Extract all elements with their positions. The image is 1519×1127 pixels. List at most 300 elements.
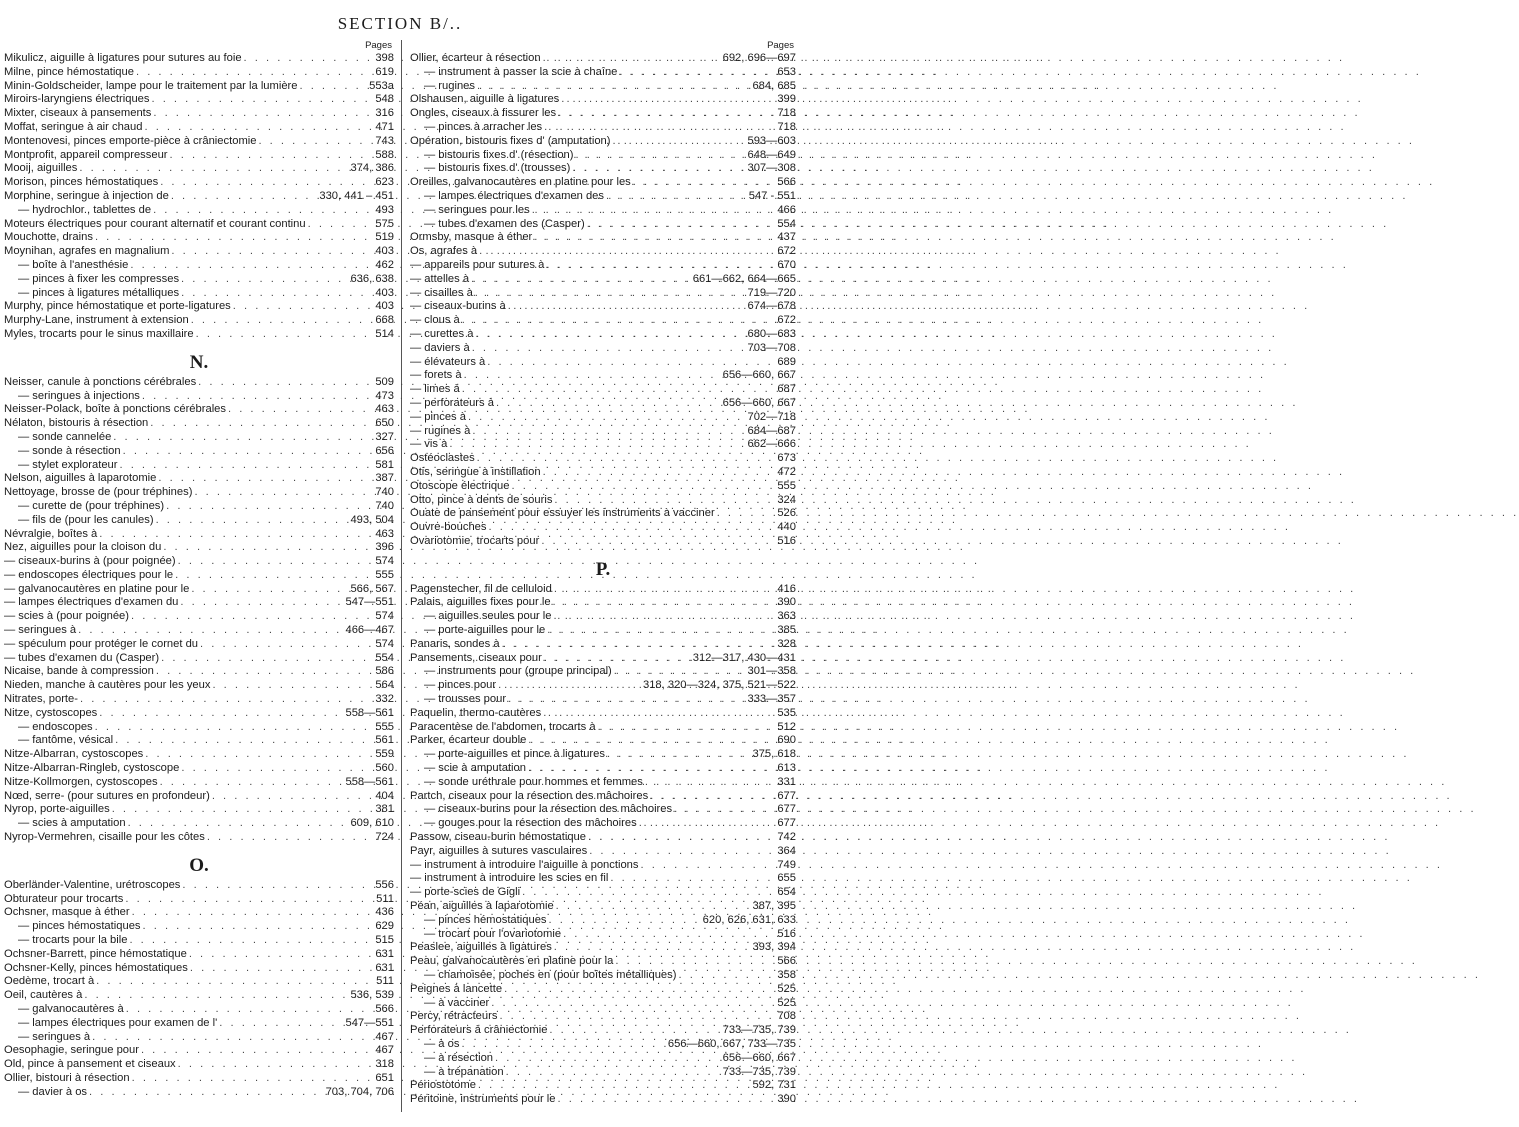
index-entry bbox=[410, 121, 796, 135]
entry-term: — clous à bbox=[410, 314, 460, 327]
index-entry bbox=[410, 259, 796, 273]
leader-dots bbox=[217, 1017, 345, 1031]
index-entry bbox=[4, 906, 394, 920]
leader-dots bbox=[643, 776, 777, 790]
entry-pages: 575 bbox=[375, 217, 394, 230]
entry-term: — chamoisée, poches en (pour boîtes métalliques) bbox=[424, 969, 677, 981]
entry-pages: 331 bbox=[777, 775, 796, 788]
entry-pages: 674—678 bbox=[747, 300, 796, 313]
index-entry bbox=[4, 975, 394, 989]
entry-term: Ovariotomie, trocarts pour bbox=[410, 534, 540, 547]
index-entry bbox=[4, 693, 394, 707]
entry-pages: 547—551 bbox=[345, 1016, 394, 1029]
leader-dots bbox=[93, 231, 375, 245]
entry-pages: 668 bbox=[375, 314, 394, 327]
leader-dots bbox=[148, 417, 375, 431]
entry-term: Montenovesi, pinces emporte-pièce à crâniectomie bbox=[4, 134, 257, 147]
index-entry bbox=[410, 596, 796, 610]
entry-term: — à trépanation bbox=[424, 1065, 504, 1078]
leader-dots bbox=[648, 790, 777, 804]
leader-dots bbox=[226, 403, 375, 417]
leader-dots bbox=[604, 190, 749, 204]
leader-dots bbox=[552, 494, 777, 508]
entry-term: Panaris, sondes à bbox=[410, 637, 500, 650]
index-entry bbox=[410, 817, 796, 831]
leader-dots bbox=[574, 149, 748, 163]
entry-term: Percy, rétracteurs bbox=[410, 1010, 498, 1023]
entry-pages: 566, 567 bbox=[350, 582, 394, 595]
entry-pages: 526 bbox=[777, 507, 796, 520]
index-entry bbox=[410, 734, 796, 748]
entry-pages: 561 bbox=[375, 734, 394, 747]
entry-term: — trocarts pour la bile bbox=[18, 934, 128, 947]
index-entry bbox=[410, 1038, 796, 1052]
index-entry bbox=[410, 411, 796, 425]
entry-pages: 403 bbox=[375, 286, 394, 299]
pages-label-right: Pages bbox=[767, 40, 794, 51]
index-entry bbox=[4, 417, 394, 431]
entry-term: — hydrochlor., tablettes de bbox=[18, 203, 152, 216]
index-entry bbox=[410, 245, 796, 259]
entry-pages: 703—708 bbox=[747, 341, 796, 354]
index-entry bbox=[4, 218, 394, 232]
leader-dots bbox=[129, 610, 375, 624]
entry-pages: 718 bbox=[777, 120, 796, 133]
leader-dots bbox=[541, 707, 777, 721]
entry-pages: 547—551 bbox=[345, 596, 394, 609]
entry-pages: 385 bbox=[777, 624, 796, 637]
leader-dots bbox=[187, 948, 376, 962]
entry-term: Pansements, ciseaux pour bbox=[410, 651, 542, 664]
index-entry bbox=[410, 1093, 796, 1107]
entry-term: Nelson, aiguilles à laparotomie bbox=[4, 472, 157, 485]
index-entry bbox=[410, 1024, 796, 1038]
entry-pages: 651 bbox=[375, 1071, 394, 1084]
entry-term: Mooij, aiguilles bbox=[4, 162, 78, 175]
entry-pages: 559 bbox=[375, 748, 394, 761]
entry-term: Péan, aiguilles à laparotomie bbox=[410, 900, 554, 913]
entry-pages: 511 bbox=[376, 892, 394, 905]
entry-pages: 554 bbox=[777, 217, 796, 230]
entry-pages: 749 bbox=[777, 858, 796, 871]
entry-term: — stylet explorateur bbox=[18, 458, 118, 471]
leader-dots bbox=[547, 1024, 722, 1038]
entry-pages: 708 bbox=[777, 1010, 796, 1023]
entry-term: — attelles à bbox=[410, 272, 470, 285]
leader-dots bbox=[77, 162, 350, 176]
index-entry bbox=[4, 624, 394, 638]
index-entry bbox=[410, 941, 796, 955]
entry-term: Nœd, serre- (pour sutures en profondeur) bbox=[4, 789, 210, 802]
entry-pages: 404 bbox=[375, 789, 394, 802]
entry-term: — gouges pour la résection des mâchoires bbox=[424, 817, 637, 830]
entry-term: — sonde à résection bbox=[18, 444, 121, 457]
entry-term: — ciseaux-burins à (pour poignée) bbox=[4, 555, 176, 568]
leader-dots bbox=[631, 176, 778, 190]
index-entry bbox=[410, 149, 796, 163]
index-entry bbox=[4, 596, 394, 610]
index-entry bbox=[4, 121, 394, 135]
leader-dots bbox=[586, 831, 777, 845]
leader-dots bbox=[493, 1052, 723, 1066]
index-entry bbox=[410, 776, 796, 790]
leader-dots bbox=[179, 273, 350, 287]
index-entry bbox=[4, 734, 394, 748]
leader-dots bbox=[570, 162, 747, 176]
leader-dots bbox=[143, 748, 375, 762]
leader-dots bbox=[530, 204, 778, 218]
index-entry bbox=[4, 287, 394, 301]
pages-label-left: Pages bbox=[365, 40, 392, 51]
index-entry bbox=[4, 948, 394, 962]
leader-dots bbox=[459, 1038, 667, 1052]
leader-dots bbox=[466, 411, 748, 425]
leader-dots bbox=[150, 93, 376, 107]
entry-term: Neisser-Polack, boîte à ponctions cérébrales bbox=[4, 403, 226, 416]
leader-dots bbox=[158, 776, 346, 790]
index-entry bbox=[4, 803, 394, 817]
leader-dots bbox=[477, 245, 777, 259]
leader-dots bbox=[93, 721, 376, 735]
leader-dots bbox=[156, 472, 375, 486]
entry-pages: 363 bbox=[777, 610, 796, 623]
index-entry bbox=[410, 397, 796, 411]
entry-pages: 631 bbox=[375, 961, 394, 974]
index-entry bbox=[410, 886, 796, 900]
entry-term: Miroirs-laryngiens électriques bbox=[4, 93, 150, 106]
index-entry bbox=[410, 914, 796, 928]
entry-term: — ciseaux-burins à bbox=[410, 300, 506, 313]
leader-dots bbox=[542, 121, 777, 135]
entry-term: Paquelin, thermo-cautères bbox=[410, 706, 542, 719]
index-entry bbox=[410, 107, 796, 121]
leader-dots bbox=[485, 356, 777, 370]
entry-term: — trousses pour bbox=[424, 693, 507, 706]
leader-dots bbox=[462, 369, 723, 383]
index-entry bbox=[410, 1010, 796, 1024]
entry-pages: 566 bbox=[777, 955, 796, 968]
entry-pages: 677 bbox=[777, 803, 796, 816]
leader-dots bbox=[596, 721, 778, 735]
entry-pages: 393, 394 bbox=[752, 941, 796, 954]
entry-term: — pinces à fixer les compresses bbox=[18, 272, 180, 285]
entry-term: Péritoine, instruments pour le bbox=[410, 1093, 556, 1106]
entry-pages: 718 bbox=[777, 107, 796, 120]
leader-dots bbox=[526, 762, 777, 776]
entry-pages: 673 bbox=[777, 452, 796, 465]
leader-dots bbox=[473, 328, 747, 342]
leader-dots bbox=[97, 528, 375, 542]
leader-dots bbox=[256, 135, 375, 149]
leader-dots bbox=[460, 314, 778, 328]
entry-pages: 555 bbox=[375, 568, 394, 581]
index-entry bbox=[4, 403, 394, 417]
index-entry bbox=[4, 431, 394, 445]
entry-pages: 516 bbox=[777, 927, 796, 940]
entry-term: — tubes d'examen des (Casper) bbox=[424, 217, 585, 230]
leader-dots bbox=[231, 300, 376, 314]
entry-pages: 719—720 bbox=[747, 286, 796, 299]
entry-term: — vis à bbox=[410, 438, 448, 451]
leader-dots bbox=[608, 872, 777, 886]
index-entry bbox=[410, 707, 796, 721]
index-entry bbox=[410, 928, 796, 942]
entry-pages: 514 bbox=[375, 327, 394, 340]
entry-term: — rugines à bbox=[410, 424, 471, 437]
entry-pages: 564 bbox=[375, 679, 394, 692]
index-entry bbox=[4, 555, 394, 569]
entry-pages: 733—735, 739 bbox=[722, 1024, 796, 1037]
entry-pages: 566 bbox=[375, 1003, 394, 1015]
entry-pages: 512 bbox=[777, 720, 796, 733]
entry-term: — porte-aiguilles pour le bbox=[424, 624, 546, 637]
leader-dots bbox=[526, 734, 777, 748]
entry-pages: 655 bbox=[777, 872, 796, 885]
right-column bbox=[410, 40, 796, 1107]
entry-term: — bistouris fixes d' (trousses) bbox=[424, 162, 571, 175]
leader-dots bbox=[161, 541, 375, 555]
index-entry bbox=[410, 80, 796, 94]
index-entry bbox=[4, 472, 394, 486]
leader-dots bbox=[473, 287, 748, 301]
entry-term: — seringues pour les bbox=[424, 203, 530, 216]
index-entry bbox=[4, 541, 394, 555]
entry-term: — galvanocautères à bbox=[18, 1003, 124, 1015]
entry-term: Nitze-Kollmorgen, cystoscopes bbox=[4, 775, 158, 788]
leader-dots bbox=[140, 390, 375, 404]
leader-dots bbox=[176, 555, 376, 569]
entry-pages: 536, 539 bbox=[350, 989, 394, 1002]
entry-term: — pinces à arracher les bbox=[424, 120, 543, 133]
entry-pages: 619 bbox=[375, 65, 394, 78]
section-heading: O. bbox=[189, 854, 209, 876]
leader-dots bbox=[587, 845, 777, 859]
entry-pages: 381 bbox=[375, 803, 394, 816]
leader-dots bbox=[639, 859, 778, 873]
index-entry bbox=[410, 859, 796, 873]
entry-term: Pagenstecher, fil de celluloid bbox=[410, 582, 552, 595]
index-entry bbox=[4, 1017, 394, 1031]
entry-pages: 631 bbox=[375, 947, 394, 960]
leader-dots bbox=[151, 107, 375, 121]
index-entry bbox=[4, 638, 394, 652]
leader-dots bbox=[169, 245, 375, 259]
entry-pages: 466—467 bbox=[345, 624, 394, 637]
entry-term: — élévateurs à bbox=[410, 355, 486, 368]
entry-term: — à os bbox=[424, 1037, 460, 1050]
entry-pages: 525 bbox=[777, 982, 796, 995]
entry-term: — trocart pour l'ovariotomie bbox=[424, 927, 562, 940]
entry-pages: 318 bbox=[375, 1058, 394, 1071]
index-entry bbox=[4, 679, 394, 693]
entry-term: Myles, trocarts pour le sinus maxillaire bbox=[4, 327, 194, 340]
entry-term: Oreilles, galvanocautères en platine pour les bbox=[410, 176, 631, 189]
entry-term: — ciseaux-burins pour la résection des mâchoires bbox=[424, 803, 673, 816]
index-entry bbox=[4, 500, 394, 514]
entry-term: — seringues à injections bbox=[18, 389, 140, 402]
entry-term: — instruments pour (groupe principal) bbox=[424, 665, 612, 678]
index-entry bbox=[410, 665, 796, 679]
entry-pages: 519 bbox=[375, 231, 394, 244]
leader-dots bbox=[552, 941, 753, 955]
entry-term: — endoscopes électriques pour le bbox=[4, 568, 174, 581]
index-entry bbox=[410, 521, 796, 535]
entry-pages: 324 bbox=[777, 493, 796, 506]
entry-term: — perforateurs à bbox=[410, 396, 494, 409]
index-entry bbox=[410, 425, 796, 439]
entry-term: — forets à bbox=[410, 369, 462, 382]
leader-dots bbox=[110, 803, 376, 817]
entry-term: Mouchotte, drains bbox=[4, 231, 93, 244]
entry-term: Nez, aiguilles pour la cloison du bbox=[4, 541, 162, 554]
index-entry bbox=[410, 328, 796, 342]
entry-term: Perforateurs à crâniectomie bbox=[410, 1024, 548, 1037]
index-entry bbox=[410, 494, 796, 508]
leader-dots bbox=[672, 803, 777, 817]
entry-term: Obturateur pour trocarts bbox=[4, 892, 124, 905]
entry-pages: 416 bbox=[777, 582, 796, 595]
entry-pages: 629 bbox=[375, 920, 394, 933]
index-entry bbox=[410, 466, 796, 480]
index-entry bbox=[410, 314, 796, 328]
entry-pages: 509 bbox=[375, 375, 394, 388]
entry-pages: 654 bbox=[777, 886, 796, 899]
entry-term: Opération, bistouris fixes d' (amputation) bbox=[410, 134, 611, 147]
entry-term: Murphy-Lane, instrument à extension bbox=[4, 314, 189, 327]
index-entry bbox=[410, 507, 796, 521]
entry-term: Peignes à lancette bbox=[410, 982, 503, 995]
entry-term: Nitrates, porte- bbox=[4, 693, 78, 706]
index-entry bbox=[4, 762, 394, 776]
entry-pages: 396 bbox=[375, 541, 394, 554]
leader-dots bbox=[168, 149, 376, 163]
leader-dots bbox=[605, 748, 752, 762]
leader-dots bbox=[298, 80, 370, 94]
entry-pages: 636, 638 bbox=[350, 272, 394, 285]
leader-dots bbox=[475, 80, 752, 94]
entry-term: Moffat, seringue à air chaud bbox=[4, 120, 143, 133]
index-entry bbox=[410, 748, 796, 762]
entry-pages: 656—660, 667 bbox=[722, 369, 796, 382]
entry-term: — limes à bbox=[410, 383, 460, 396]
leader-dots bbox=[539, 535, 777, 549]
entry-term: — sonde cannelée bbox=[18, 430, 112, 443]
entry-term: — curettes à bbox=[410, 327, 474, 340]
leader-dots bbox=[556, 107, 777, 121]
entry-term: Ollier, écarteur à résection bbox=[410, 52, 541, 64]
entry-pages: 684—687 bbox=[747, 424, 796, 437]
index-entry bbox=[410, 831, 796, 845]
entry-term: Nicaise, bande à compression bbox=[4, 665, 154, 678]
leader-dots bbox=[510, 480, 778, 494]
index-entry bbox=[4, 162, 394, 176]
leader-dots bbox=[158, 176, 375, 190]
index-entry bbox=[4, 390, 394, 404]
entry-pages: 677 bbox=[777, 817, 796, 830]
index-entry bbox=[4, 569, 394, 583]
index-entry bbox=[410, 287, 796, 301]
entry-term: Otis, seringue à instillation bbox=[410, 465, 541, 478]
entry-term: — seringues à bbox=[4, 624, 77, 637]
entry-pages: 330, 441 – 451 bbox=[319, 189, 394, 202]
index-entry bbox=[4, 707, 394, 721]
index-entry bbox=[410, 610, 796, 624]
entry-pages: 387 bbox=[375, 472, 394, 485]
leader-dots bbox=[502, 983, 777, 997]
entry-term: — instrument à introduire l'aiguille à ponctions bbox=[410, 858, 639, 871]
index-entry bbox=[4, 721, 394, 735]
leader-dots bbox=[611, 135, 748, 149]
entry-pages: 690 bbox=[777, 734, 796, 747]
entry-term: Olshausen, aiguille à ligatures bbox=[410, 93, 560, 106]
entry-pages: 620, 626, 631, 633 bbox=[702, 913, 796, 926]
entry-pages: 742 bbox=[777, 831, 796, 844]
entry-term: Morison, pinces hémostatiques bbox=[4, 176, 159, 189]
entry-pages: 556 bbox=[375, 878, 394, 891]
entry-term: Passow, ciseau-burin hémostatique bbox=[410, 831, 586, 844]
entry-term: — pinces hémostatiques bbox=[18, 920, 141, 933]
leader-dots bbox=[506, 693, 747, 707]
leader-dots bbox=[470, 342, 748, 356]
index-entry bbox=[4, 314, 394, 328]
entry-pages: 463 bbox=[375, 527, 394, 540]
leader-dots bbox=[151, 204, 375, 218]
entry-pages: 332 bbox=[375, 693, 394, 706]
entry-pages: 586 bbox=[375, 665, 394, 678]
index-entry bbox=[410, 693, 796, 707]
index-entry bbox=[4, 259, 394, 273]
entry-term: — à résection bbox=[424, 1051, 494, 1064]
entry-pages: 733—735, 739 bbox=[722, 1065, 796, 1078]
index-entry bbox=[4, 231, 394, 245]
entry-pages: 593—603 bbox=[747, 134, 796, 147]
entry-pages: 462 bbox=[375, 258, 394, 271]
entry-term: — lampes électriques d'examen des bbox=[424, 189, 604, 202]
entry-pages: 656—660, 667 bbox=[722, 396, 796, 409]
index-entry bbox=[410, 480, 796, 494]
entry-term: — scies à amputation bbox=[18, 817, 126, 830]
leader-dots bbox=[154, 665, 375, 679]
index-entry bbox=[410, 1066, 796, 1080]
entry-term: Ouate de pansement pour essuyer les instruments à vacciner bbox=[410, 507, 715, 520]
index-entry bbox=[410, 955, 796, 969]
entry-term: — curette de (pour tréphines) bbox=[18, 499, 165, 512]
entry-pages: 724 bbox=[375, 831, 394, 844]
leader-dots bbox=[556, 1093, 778, 1107]
entry-term: — à vacciner bbox=[424, 996, 490, 1009]
entry-term: Périostotome bbox=[410, 1079, 476, 1092]
leader-dots bbox=[159, 652, 375, 666]
index-entry bbox=[4, 376, 394, 390]
page-header: SECTION B/.. bbox=[337, 14, 463, 33]
index-entry bbox=[4, 893, 394, 907]
leader-dots bbox=[164, 500, 375, 514]
entry-pages: 364 bbox=[777, 844, 796, 857]
leader-dots bbox=[194, 328, 376, 342]
index-entry bbox=[410, 679, 796, 693]
entry-pages: 662—666 bbox=[747, 438, 796, 451]
entry-term: Ochsner, masque à éther bbox=[4, 906, 130, 919]
entry-pages: 307—308 bbox=[747, 162, 796, 175]
entry-term: Nitze-Albarran, cystoscopes bbox=[4, 748, 144, 761]
leader-dots bbox=[76, 624, 345, 638]
entry-term: Nyrop-Vermehren, cisaille pour les côtes bbox=[4, 831, 205, 844]
entry-term: Ormsby, masque à éther bbox=[410, 231, 533, 244]
entry-pages: 558—561 bbox=[345, 706, 394, 719]
index-entry bbox=[4, 514, 394, 528]
index-entry bbox=[4, 920, 394, 934]
index-entry bbox=[4, 665, 394, 679]
